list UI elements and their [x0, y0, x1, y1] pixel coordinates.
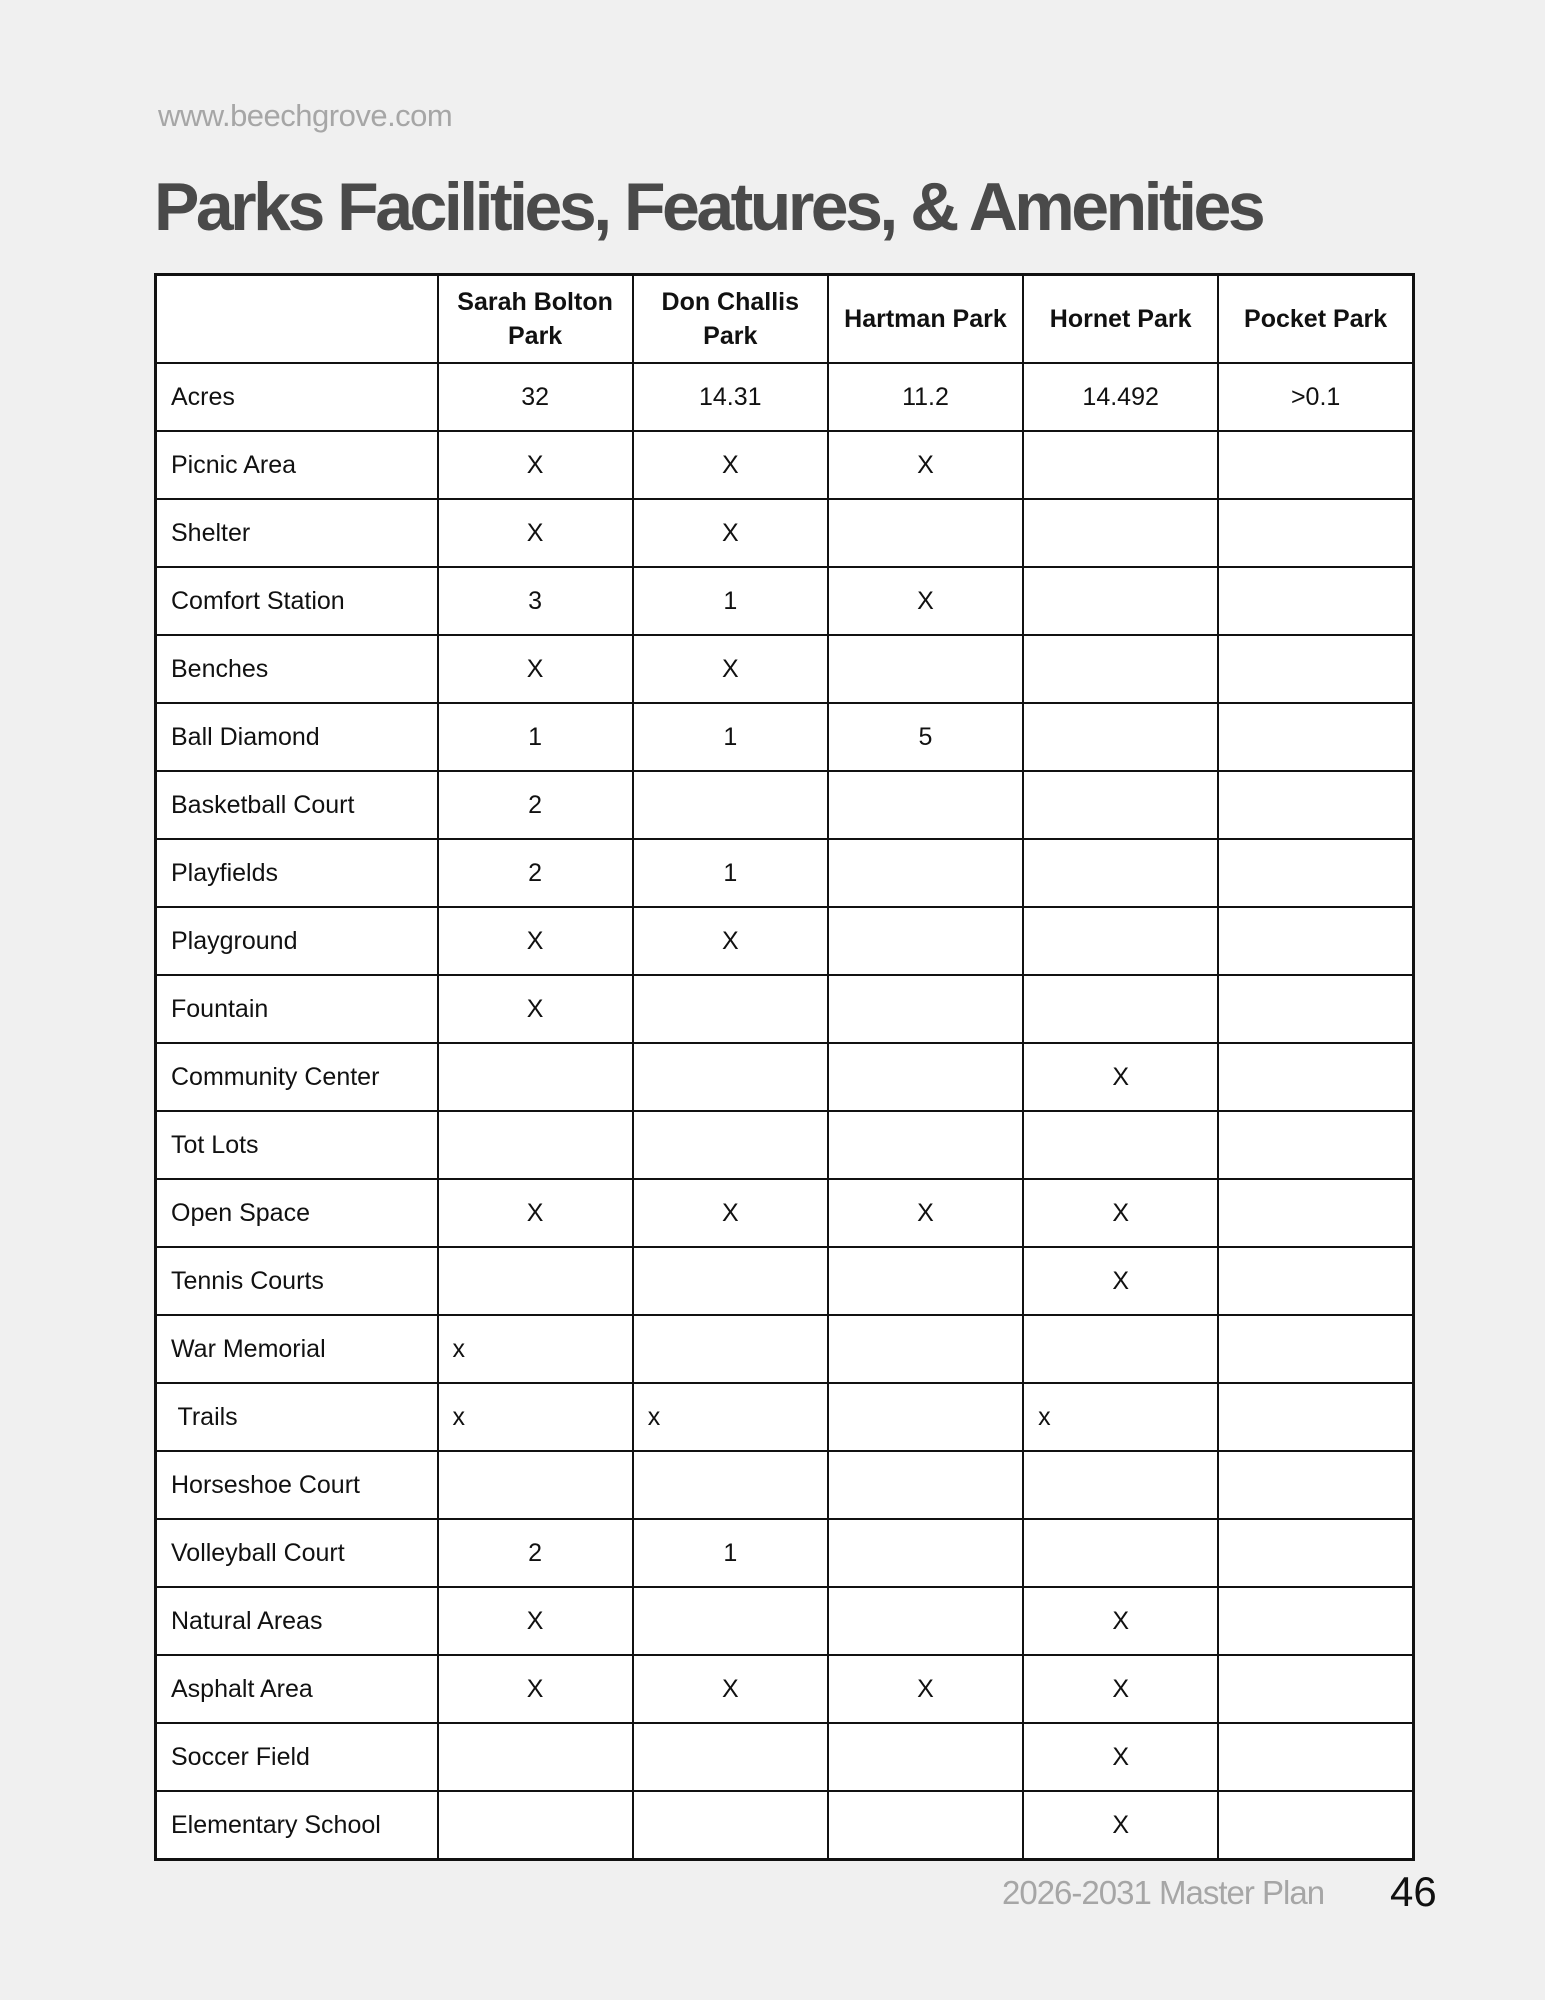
table-cell: [633, 1247, 828, 1315]
table-row: [156, 1723, 1414, 1791]
table-cell: [1023, 431, 1218, 499]
row-label: Community Center: [156, 1043, 438, 1111]
table-cell: X: [828, 567, 1023, 635]
table-row: [156, 907, 1414, 975]
page-number: 46: [1390, 1868, 1437, 1915]
table-cell: [828, 1451, 1023, 1519]
table-cell: X: [438, 1655, 633, 1723]
row-label: Elementary School: [156, 1791, 438, 1860]
table-row: [156, 1043, 1414, 1111]
table-row: [156, 975, 1414, 1043]
table-row: [156, 635, 1414, 703]
table-cell: [828, 771, 1023, 839]
table-cell: [828, 975, 1023, 1043]
table-cell: [1218, 567, 1413, 635]
table-cell: [633, 1791, 828, 1860]
table-cell: [633, 1315, 828, 1383]
table-row: [156, 703, 1414, 771]
row-label: Playfields: [156, 839, 438, 907]
row-label: Fountain: [156, 975, 438, 1043]
table-cell: 1: [633, 567, 828, 635]
table-cell: [438, 1043, 633, 1111]
table-cell: 1: [438, 703, 633, 771]
table-cell: X: [1023, 1247, 1218, 1315]
page-title: Parks Facilities, Features, & Amenities: [154, 169, 1263, 245]
table-cell: X: [828, 431, 1023, 499]
table-cell: [1218, 1111, 1413, 1179]
table-cell: [1023, 703, 1218, 771]
table-cell: X: [438, 975, 633, 1043]
table-row: [156, 499, 1414, 567]
table-cell: [633, 1723, 828, 1791]
table-cell: [828, 1587, 1023, 1655]
table-cell: 2: [438, 1519, 633, 1587]
table-cell: [1023, 771, 1218, 839]
table-cell: >0.1: [1218, 363, 1413, 431]
row-label: Basketball Court: [156, 771, 438, 839]
column-header: Hornet Park: [1023, 275, 1218, 364]
table-cell: X: [633, 499, 828, 567]
table-cell: [828, 635, 1023, 703]
column-header: Hartman Park: [828, 275, 1023, 364]
table-cell: [1023, 975, 1218, 1043]
table-cell: 2: [438, 839, 633, 907]
table-cell: [1218, 1587, 1413, 1655]
table-cell: 5: [828, 703, 1023, 771]
table-cell: [1023, 567, 1218, 635]
table-cell: x: [633, 1383, 828, 1451]
table-cell: [1218, 771, 1413, 839]
table-row: [156, 839, 1414, 907]
table-cell: 1: [633, 1519, 828, 1587]
table-cell: [633, 975, 828, 1043]
table-cell: X: [1023, 1791, 1218, 1860]
table-cell: [1023, 1111, 1218, 1179]
table-cell: [828, 1247, 1023, 1315]
website-url: www.beechgrove.com: [158, 98, 453, 133]
table-cell: 1: [633, 839, 828, 907]
table-cell: [1023, 1451, 1218, 1519]
table-cell: [1023, 1315, 1218, 1383]
table-cell: [1218, 1179, 1413, 1247]
table-cell: 14.31: [633, 363, 828, 431]
table-cell: 3: [438, 567, 633, 635]
table-cell: 32: [438, 363, 633, 431]
table-row: [156, 1655, 1414, 1723]
table-row: [156, 1587, 1414, 1655]
row-label: Asphalt Area: [156, 1655, 438, 1723]
table-cell: [1218, 975, 1413, 1043]
table-cell: X: [633, 1655, 828, 1723]
table-cell: [828, 1315, 1023, 1383]
table-cell: [438, 1111, 633, 1179]
table-cell: X: [438, 635, 633, 703]
table-cell: [1023, 635, 1218, 703]
row-label: Natural Areas: [156, 1587, 438, 1655]
column-header: Pocket Park: [1218, 275, 1413, 364]
table-cell: [828, 1043, 1023, 1111]
table-cell: [438, 1723, 633, 1791]
row-label: Ball Diamond: [156, 703, 438, 771]
table-cell: [1218, 1791, 1413, 1860]
footer-plan-title: 2026-2031 Master Plan: [1002, 1874, 1325, 1911]
table-cell: [633, 1043, 828, 1111]
row-label: Horseshoe Court: [156, 1451, 438, 1519]
table-cell: X: [633, 1179, 828, 1247]
table-row: [156, 1111, 1414, 1179]
table-row: [156, 431, 1414, 499]
table-cell: [1218, 839, 1413, 907]
table-cell: X: [1023, 1655, 1218, 1723]
column-header: Sarah Bolton Park: [438, 275, 633, 364]
column-header: Don Challis Park: [633, 275, 828, 364]
table-cell: [438, 1247, 633, 1315]
table-cell: [1218, 1383, 1413, 1451]
table-cell: [1218, 431, 1413, 499]
table-row: [156, 1451, 1414, 1519]
table-cell: [633, 771, 828, 839]
table-cell: [1218, 1723, 1413, 1791]
row-label: Soccer Field: [156, 1723, 438, 1791]
row-label: Shelter: [156, 499, 438, 567]
table-cell: [1218, 1247, 1413, 1315]
table-cell: X: [438, 907, 633, 975]
row-label: Tennis Courts: [156, 1247, 438, 1315]
table-cell: [828, 1791, 1023, 1860]
table-cell: [1023, 839, 1218, 907]
table-cell: X: [1023, 1179, 1218, 1247]
table-cell: [1218, 1043, 1413, 1111]
table-cell: X: [633, 907, 828, 975]
table-cell: 14.492: [1023, 363, 1218, 431]
row-label: Playground: [156, 907, 438, 975]
table-cell: x: [438, 1383, 633, 1451]
table-row: [156, 1791, 1414, 1860]
table-cell: X: [633, 431, 828, 499]
row-label: Trails: [156, 1383, 438, 1451]
table-cell: [1218, 635, 1413, 703]
table-cell: X: [828, 1179, 1023, 1247]
table-cell: [438, 1451, 633, 1519]
table-cell: X: [633, 635, 828, 703]
table-cell: [1218, 1655, 1413, 1723]
table-cell: [1218, 907, 1413, 975]
table-cell: [633, 1451, 828, 1519]
table-cell: 2: [438, 771, 633, 839]
table-cell: [828, 907, 1023, 975]
row-label: Acres: [156, 363, 438, 431]
table-cell: [828, 499, 1023, 567]
row-label: War Memorial: [156, 1315, 438, 1383]
row-label: Picnic Area: [156, 431, 438, 499]
table-cell: X: [1023, 1723, 1218, 1791]
table-cell: [633, 1587, 828, 1655]
table-cell: [1023, 499, 1218, 567]
table-cell: [1023, 907, 1218, 975]
table-cell: x: [1023, 1383, 1218, 1451]
row-label: Benches: [156, 635, 438, 703]
table-row: [156, 771, 1414, 839]
table-cell: [828, 1111, 1023, 1179]
table-cell: [828, 1519, 1023, 1587]
table-cell: [828, 1383, 1023, 1451]
amenities-table: [154, 273, 1415, 1861]
table-row: [156, 1247, 1414, 1315]
table-cell: X: [1023, 1043, 1218, 1111]
table-cell: [438, 1791, 633, 1860]
header-corner-cell: [156, 275, 438, 364]
row-label: Tot Lots: [156, 1111, 438, 1179]
table-cell: X: [438, 1179, 633, 1247]
table-row: [156, 567, 1414, 635]
table-cell: [828, 1723, 1023, 1791]
table-cell: X: [438, 499, 633, 567]
table-row: [156, 1383, 1414, 1451]
row-label: Open Space: [156, 1179, 438, 1247]
row-label: Volleyball Court: [156, 1519, 438, 1587]
table-cell: X: [828, 1655, 1023, 1723]
table-cell: X: [438, 431, 633, 499]
table-cell: [828, 839, 1023, 907]
table-row: [156, 1519, 1414, 1587]
table-row: [156, 1315, 1414, 1383]
table-cell: [1218, 703, 1413, 771]
table-cell: X: [438, 1587, 633, 1655]
table-cell: [1218, 499, 1413, 567]
table-cell: 11.2: [828, 363, 1023, 431]
table-cell: [1218, 1519, 1413, 1587]
header-row: [156, 275, 1414, 364]
row-label: Comfort Station: [156, 567, 438, 635]
table-row: [156, 1179, 1414, 1247]
table-row: [156, 363, 1414, 431]
table-cell: x: [438, 1315, 633, 1383]
table-cell: [633, 1111, 828, 1179]
table-cell: X: [1023, 1587, 1218, 1655]
table-cell: 1: [633, 703, 828, 771]
table-cell: [1218, 1451, 1413, 1519]
table-cell: [1023, 1519, 1218, 1587]
table-cell: [1218, 1315, 1413, 1383]
